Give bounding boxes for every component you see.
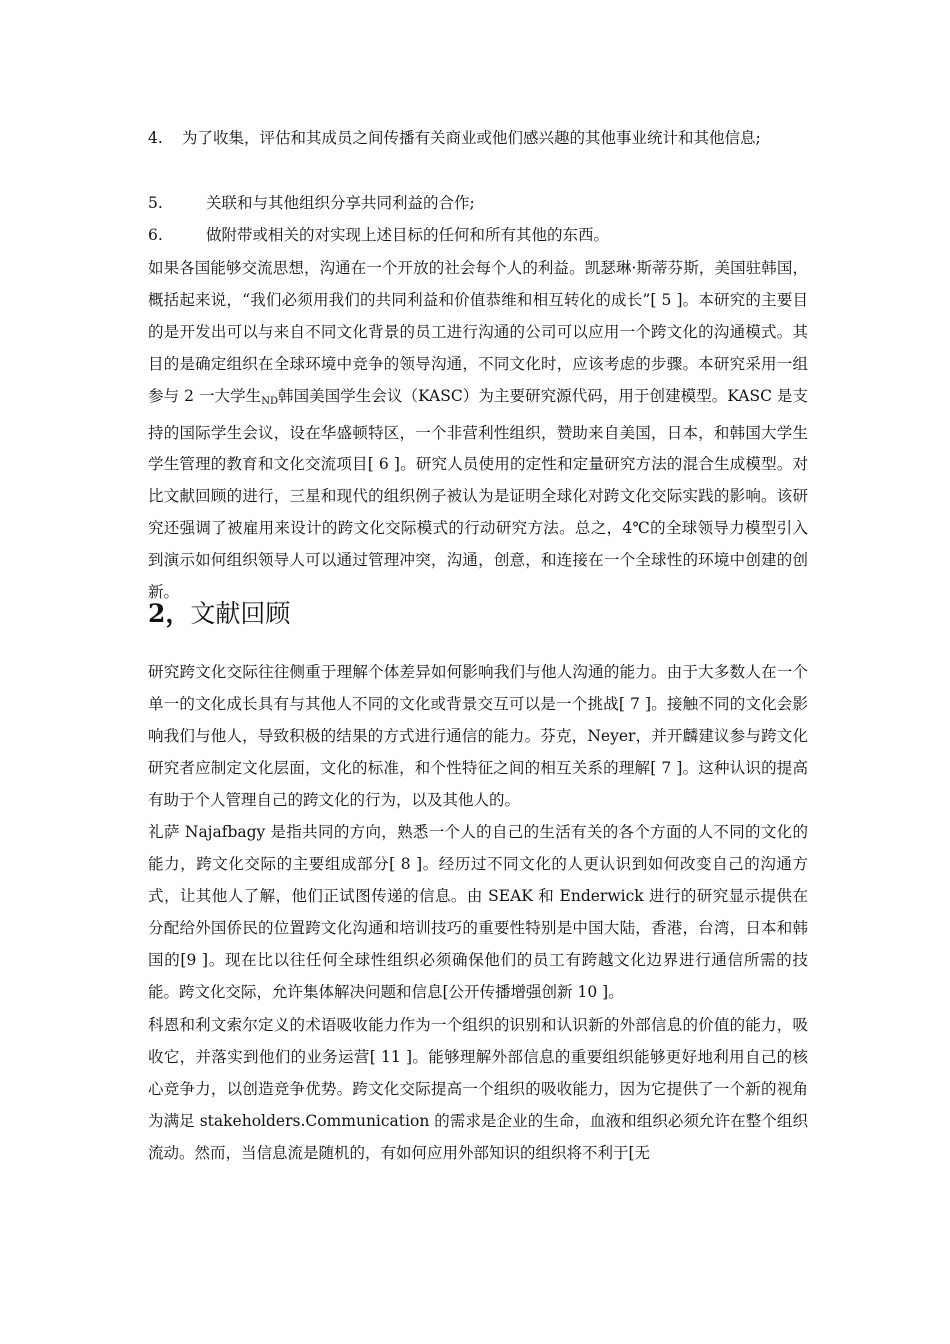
section-title: 文献回顾 — [190, 599, 291, 628]
ordinal-suffix: ND — [261, 395, 278, 407]
list-number: 4. — [148, 129, 163, 147]
literature-paragraph-2: 礼萨 Najafbagy 是指共同的方向，熟悉一个人的自己的生活有关的各个方面的人不同的文化的能力，跨文化交际的主要组成部分[ 8 ]。经历过不同文化的人更认识到如何改变自己的沟通方式，让其他人了解，他们正试图传递的信息。由 SEAK 和 Enderwick 进行的研究显示提供在分配给外国侨民的位置跨文化沟通和培训技巧的重要性特别是中国大陆，香港，台湾，日本和韩国的[9 ]。现在比以往任何全球性组织必须确保他们的员工有跨越文化边界进行通信所需的技能。跨文化交际，允许集体解决问题和信息[公开传播增强创新 10 ]。 — [148, 823, 808, 1001]
list-item — [148, 220, 808, 251]
list-text: 做附带或相关的对实现上述目标的任何和所有其他的东西。 — [206, 226, 610, 244]
intro-text-b: 韩国美国学生会议（KASC）为主要研究源代码，用于创建模型。KASC 是支持的国际学生会议，设在华盛顿特区，一个非营利性组织，赞助来自美国，日本，和韩国大学生学生管理的教育和文化交流项目[ 6 ]。研究人员使用的定性和定量研究方法的混合生成模型。对比文献回顾的进行，三星和现代的组织例子被认为是证明全球化对跨文化交际实践的影响。该研究还强调了被雇用来设计的跨文化交际模式的行动研究方法。总之，4℃的全球领导力模型引入到演示如何组织领导人可以通过管理冲突，沟通，创意，和连接在一个全球性的环境中创建的创新。 — [148, 386, 808, 602]
list-text: 为了收集，评估和其成员之间传播有关商业或他们感兴趣的其他事业统计和其他信息; — [182, 129, 761, 147]
section-number: 2， — [148, 599, 191, 628]
list-text: 关联和与其他组织分享共同利益的合作; — [206, 194, 475, 212]
list-number: 5. — [148, 194, 163, 212]
intro-paragraph — [148, 253, 808, 609]
list-number: 6. — [148, 226, 163, 244]
list-item — [148, 188, 808, 219]
literature-paragraph-3: 科恩和利文索尔定义的术语吸收能力作为一个组织的识别和认识新的外部信息的价值的能力，吸收它，并落实到他们的业务运营[ 11 ]。能够理解外部信息的重要组织能够更好地利用自己的核心竞争力，以创造竞争优势。跨文化交际提高一个组织的吸收能力，因为它提供了一个新的视角为满足 stakeholders.Communication 的需求是企业的生命，血液和组织必须允许在整个组织流动。然而，当信息流是随机的，有如何应用外部知识的组织将不利于[无 — [148, 1016, 808, 1162]
section-heading — [148, 596, 290, 632]
list-item — [148, 123, 808, 154]
intro-text-a: 如果各国能够交流思想，沟通在一个开放的社会每个人的利益。凯瑟琳·斯蒂芬斯，美国驻韩国，概括起来说，“我们必须用我们的共同利益和价值恭维和相互转化的成长”[ 5 ]。本研究的主要目的是开发出可以与来自不同文化背景的员工进行沟通的公司可以应用一个跨文化的沟通模式。其目的是确定组织在全球环境中竞争的领导沟通，不同文化时，应该考虑的步骤。本研究采用一组参与 2 一大学生 — [148, 259, 808, 405]
literature-paragraph-1: 研究跨文化交际往往侧重于理解个体差异如何影响我们与他人沟通的能力。由于大多数人在一个单一的文化成长具有与其他人不同的文化或背景交互可以是一个挑战[ 7 ]。接触不同的文化会影响我们与他人，导致积极的结果的方式进行通信的能力。芬克，Neyer，并开麟建议参与跨文化研究者应制定文化层面，文化的标准，和个性特征之间的相互关系的理解[ 7 ]。这种认识的提高有助于个人管理自己的跨文化的行为，以及其他人的。 — [148, 663, 808, 809]
